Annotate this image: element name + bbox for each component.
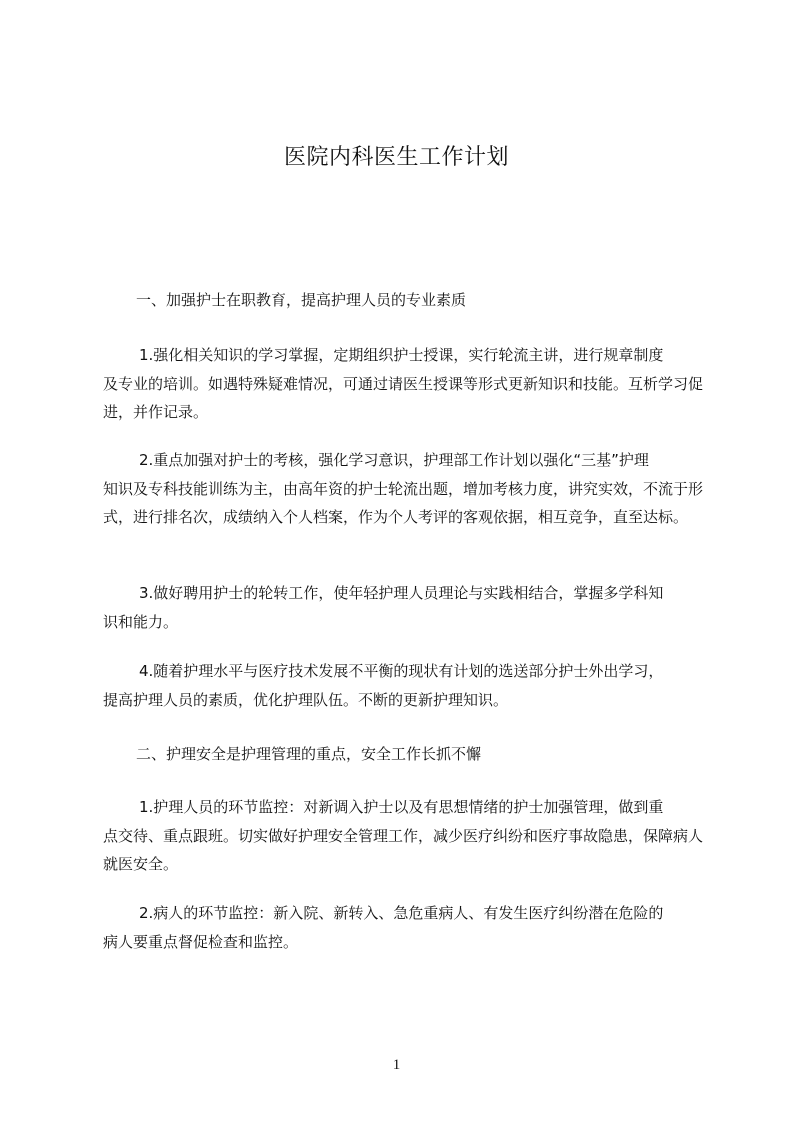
paragraph-continuation: 提高护理人员的素质，优化护理队伍。不断的更新护理知识。 xyxy=(103,690,509,709)
section-heading-2: 二、护理安全是护理管理的重点，安全工作长抓不懈 xyxy=(136,745,482,763)
paragraph-1-1 xyxy=(103,341,703,427)
paragraph-first-line: 2.重点加强对护士的考核，强化学习意识，护理部工作计划以强化“三基”护理 xyxy=(139,451,649,469)
page-number: 1 xyxy=(392,1057,401,1073)
paragraph-2-2 xyxy=(103,899,703,956)
paragraph-continuation: 病人要重点督促检查和监控。 xyxy=(103,932,299,951)
paragraph-1-4 xyxy=(103,657,703,714)
paragraph-first-line: 3.做好聘用护士的轮转工作，使年轻护理人员理论与实践相结合，掌握多学科知 xyxy=(139,584,664,602)
paragraph-continuation: 知识及专科技能训练为主，由高年资的护士轮流出题，增加考核力度，讲究实效，不流于形式，进行排名次，成绩纳入个人档案，作为个人考评的客观依据，相互竞争，直至达标。 xyxy=(103,479,704,526)
paragraph-continuation: 点交待、重点跟班。切实做好护理安全管理工作，减少医疗纠纷和医疗事故隐患，保障病人就医安全。 xyxy=(103,826,704,873)
paragraph-continuation: 识和能力。 xyxy=(103,612,179,631)
paragraph-1-2 xyxy=(103,446,703,532)
paragraph-first-line: 4.随着护理水平与医疗技术发展不平衡的现状有计划的选送部分护士外出学习， xyxy=(139,662,664,680)
paragraph-first-line: 2.病人的环节监控：新入院、新转入、急危重病人、有发生医疗纠纷潜在危险的 xyxy=(139,904,664,922)
paragraph-first-line: 1.强化相关知识的学习掌握，定期组织护士授课，实行轮流主讲，进行规章制度 xyxy=(139,346,664,364)
paragraph-continuation: 及专业的培训。如遇特殊疑难情况，可通过请医生授课等形式更新知识和技能。互析学习促进，并作记录。 xyxy=(103,374,704,421)
paragraph-1-3 xyxy=(103,579,703,636)
paragraph-first-line: 1.护理人员的环节监控：对新调入护士以及有思想情绪的护士加强管理，做到重 xyxy=(139,798,664,816)
paragraph-2-1 xyxy=(103,793,703,879)
document-title: 医院内科医生工作计划 xyxy=(283,145,509,170)
section-heading-1: 一、加强护士在职教育，提高护理人员的专业素质 xyxy=(136,291,467,309)
